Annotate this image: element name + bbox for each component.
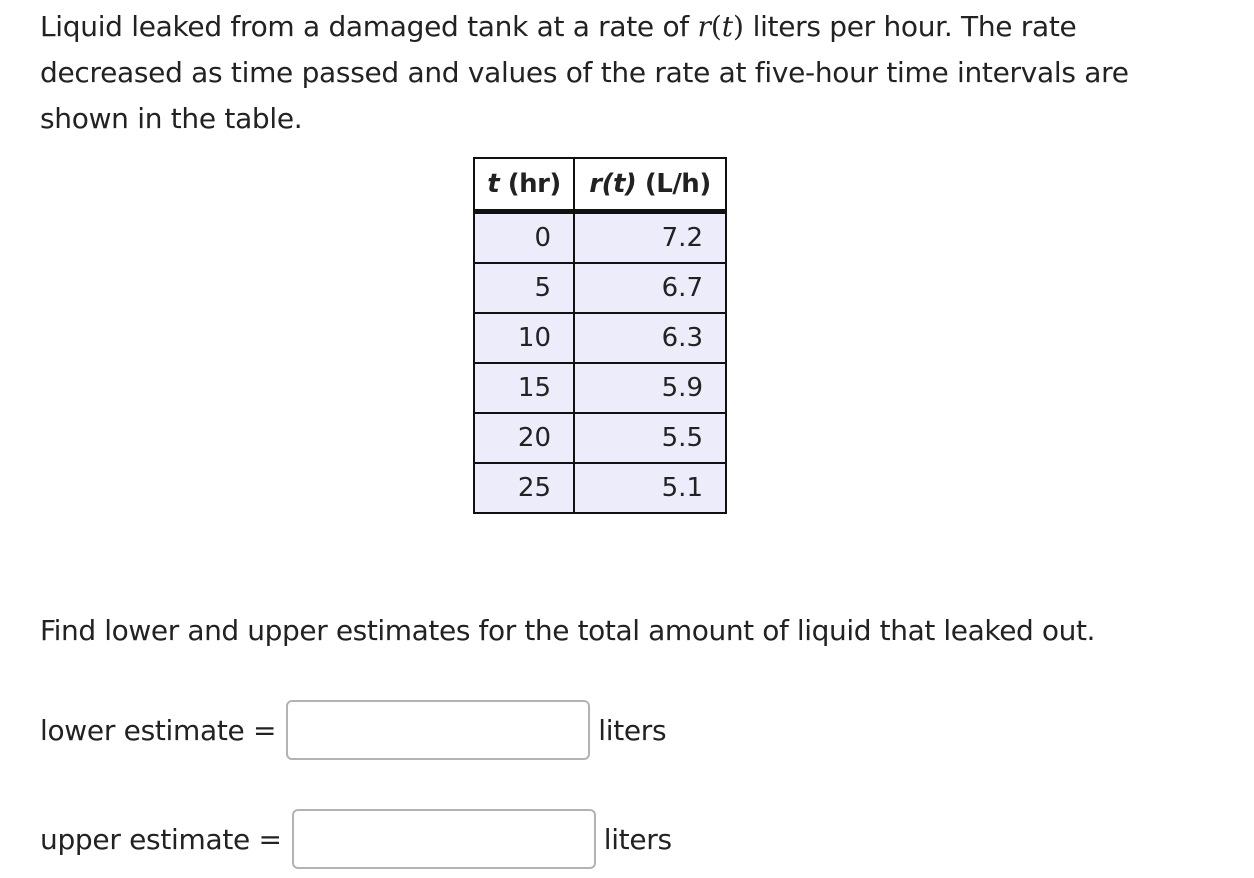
rate-cell: 5.5 [574, 413, 726, 463]
estimate-prompt: Find lower and upper estimates for the total amount of liquid that leaked out. [40, 614, 1096, 647]
rate-function-open-paren: ( [710, 10, 722, 43]
rate-column-header [574, 158, 726, 212]
time-cell: 0 [474, 212, 574, 264]
lower-estimate-unit: liters [598, 713, 667, 747]
time-cell: 20 [474, 413, 574, 463]
time-cell: 25 [474, 463, 574, 513]
table-row [474, 212, 726, 264]
question-intro-start: Liquid leaked from a damaged tank at a rate of [40, 10, 698, 43]
table-row [474, 463, 726, 513]
rate-cell: 7.2 [574, 212, 726, 264]
upper-estimate-unit: liters [603, 822, 672, 856]
rate-column-unit: (L/h) [636, 169, 711, 199]
rate-function-close-paren: ) [733, 10, 744, 43]
rate-table [473, 157, 727, 514]
rate-cell: 6.7 [574, 263, 726, 313]
time-cell: 15 [474, 363, 574, 413]
upper-estimate-row [40, 809, 672, 869]
table-row [474, 263, 726, 313]
question-intro-end: liters per hour. The rate decreased as time passed and values of the rate at five-hour time intervals are shown in the table. [40, 10, 1129, 135]
time-column-unit: (hr) [499, 169, 561, 199]
time-column-variable: t [487, 169, 500, 199]
question-text [40, 4, 1220, 142]
rate-cell: 5.1 [574, 463, 726, 513]
rate-function-notation [697, 10, 744, 43]
rate-function-variable: t [721, 10, 734, 43]
time-column-header [474, 158, 574, 212]
time-cell: 10 [474, 313, 574, 363]
upper-estimate-label: upper estimate = [40, 822, 282, 856]
rate-function-name: r [697, 10, 711, 43]
table-row [474, 413, 726, 463]
time-cell: 5 [474, 263, 574, 313]
upper-estimate-input[interactable] [292, 809, 596, 869]
table-row [474, 363, 726, 413]
rate-cell: 6.3 [574, 313, 726, 363]
lower-estimate-label: lower estimate = [40, 713, 277, 747]
rate-table-header [474, 158, 726, 212]
lower-estimate-input[interactable] [286, 700, 590, 760]
table-row [474, 313, 726, 363]
rate-cell: 5.9 [574, 363, 726, 413]
lower-estimate-row [40, 700, 666, 760]
rate-column-function: r(t) [589, 169, 637, 199]
